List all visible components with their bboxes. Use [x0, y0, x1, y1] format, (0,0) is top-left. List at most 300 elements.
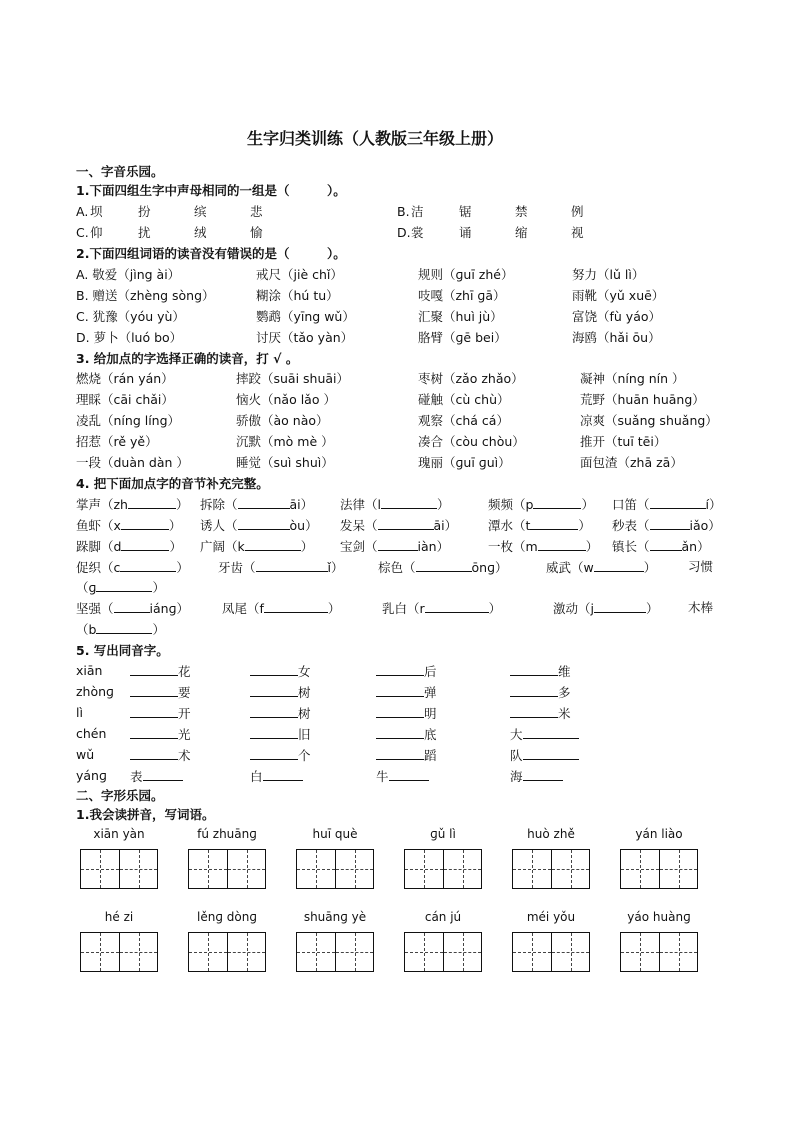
q2-word-item: 汇聚（huì jù） [418, 309, 503, 324]
tianzige-cell[interactable] [119, 850, 157, 888]
q4-word-prefix: （ɡ [76, 580, 97, 595]
q4-answer-blank[interactable] [120, 558, 176, 572]
q4-word-prefix: 牙齿（ [218, 560, 256, 575]
q3-word-item[interactable]: 恼火（nǎo lǎo ） [236, 392, 336, 407]
q1-option-char: 锯 [459, 204, 472, 219]
q5-char: 牛 [376, 769, 389, 784]
tianzige-cell[interactable] [119, 933, 157, 971]
tianzige-cells[interactable] [512, 932, 590, 972]
q4-fill-item [488, 537, 598, 556]
q4-word-prefix: 诱人（ [200, 518, 238, 533]
q5-fill-item [510, 683, 571, 702]
q4-word-suffix: ） [578, 518, 591, 533]
q4-answer-blank[interactable] [378, 537, 418, 551]
q4-fill-item [76, 578, 165, 597]
q5-fill-item [130, 767, 183, 786]
q5-answer-blank[interactable] [376, 704, 424, 718]
q5-fill-item [250, 683, 311, 702]
q5-answer-blank[interactable] [250, 746, 298, 760]
q5-answer-blank[interactable] [130, 704, 178, 718]
q4-word-prefix: 镇长（ [612, 539, 650, 554]
q4-word-suffix: ） [643, 560, 657, 575]
q5-answer-blank[interactable] [376, 725, 424, 739]
word-grid [512, 910, 590, 972]
pinyin-label: shuānɡ yè [303, 910, 367, 924]
q4-answer-blank[interactable] [378, 516, 434, 530]
q4-word-suffix: ） [169, 539, 182, 554]
q4-fill-item [76, 620, 165, 639]
q5-pinyin: yánɡ [76, 768, 107, 783]
q4-word-prefix: 口笛（ [612, 497, 650, 512]
q5-answer-blank[interactable] [130, 683, 178, 697]
q4-word-suffix: ） [581, 497, 594, 512]
s2-q1-stem: 1.我会读拼音，写词语。 [76, 807, 215, 822]
tianzige-cell[interactable] [405, 933, 443, 971]
pinyin-label: huò zhě [527, 827, 575, 841]
q4-fill-item [340, 495, 450, 514]
q4-fill-item [612, 495, 722, 514]
q1-option-char: 裳 [411, 225, 424, 240]
q5-fill-item [250, 662, 311, 681]
q2-word-item: 戒尺（jiè chǐ） [256, 267, 343, 282]
q4-answer-blank[interactable] [238, 495, 290, 509]
pinyin-label: yán liào [635, 827, 683, 841]
q1-option-label[interactable]: C. [76, 225, 89, 240]
q3-word-item[interactable]: 摔跤（suāi shuāi） [236, 371, 350, 386]
q4-answer-blank[interactable] [594, 599, 646, 613]
tianzige-cell[interactable] [551, 933, 589, 971]
q4-word-suffix: ） [488, 601, 502, 616]
q5-answer-blank[interactable] [143, 767, 183, 781]
q4-word-prefix: 促织（c [76, 560, 121, 575]
q4-word-prefix: 宝剑（ [340, 539, 378, 554]
q3-word-item[interactable]: 面包渣（zhā zā） [580, 455, 683, 470]
tianzige-cells[interactable] [80, 849, 158, 889]
q4-answer-blank[interactable] [530, 516, 578, 530]
tianzige-cell[interactable] [227, 850, 265, 888]
q4-word-prefix: （b [76, 622, 97, 637]
q4-word-suffix: ） [168, 518, 182, 533]
q5-answer-blank[interactable] [510, 662, 558, 676]
q4-fill-item [612, 537, 710, 556]
q5-fill-item [376, 725, 437, 744]
q4-word-suffix: iánɡ） [149, 601, 190, 616]
q1-option-char: 扰 [138, 225, 151, 240]
q4-fill-item [218, 558, 344, 577]
q1-stem: 1.下面四组生字中声母相同的一组是（ ）。 [76, 183, 346, 198]
q5-char: 明 [424, 706, 437, 721]
q5-char: 蹈 [424, 748, 437, 763]
q1-option-char: 坝 [90, 204, 103, 219]
q4-word-prefix: 鱼虾（x [76, 518, 121, 533]
word-grid [404, 827, 482, 889]
q5-answer-blank[interactable] [510, 683, 558, 697]
q2-word-item: 胳臂（ɡē bei） [418, 330, 507, 345]
q4-answer-blank[interactable] [650, 516, 690, 530]
q1-option-char: 绒 [194, 225, 207, 240]
q2-word-item: C. 犹豫（yóu yù） [76, 309, 185, 324]
q5-char: 旧 [298, 727, 311, 742]
q5-char: 女 [298, 664, 311, 679]
q5-fill-item [510, 704, 571, 723]
tianzige-cell[interactable] [621, 850, 659, 888]
tianzige-cells[interactable] [188, 932, 266, 972]
tianzige-cell[interactable] [443, 850, 481, 888]
q4-word-suffix: iàn） [417, 539, 450, 554]
section2-heading: 二、字形乐园。 [76, 788, 164, 803]
q5-fill-item [130, 662, 191, 681]
q3-word-item[interactable]: 推开（tuī tēi） [580, 434, 667, 449]
q2-word-item: 规则（ɡuī zhé） [418, 267, 514, 282]
q5-char: 花 [178, 664, 191, 679]
q4-word-suffix: āi） [289, 497, 314, 512]
q5-char: 队 [510, 748, 523, 763]
q4-row5-tail: 木棒 [688, 600, 714, 615]
q2-stem: 2.下面四组词语的读音没有错误的是（ ）。 [76, 246, 346, 261]
q3-word-item[interactable]: 凉爽（suǎng shuǎng） [580, 413, 718, 428]
q4-answer-blank[interactable] [650, 537, 682, 551]
q1-option-label[interactable]: A. [76, 204, 89, 219]
q3-word-item[interactable]: 枣树（zǎo zhǎo） [418, 371, 524, 386]
q2-word-item: 鹦鹉（yīng wǔ） [256, 309, 355, 324]
tianzige-cells[interactable] [512, 849, 590, 889]
q5-char: 树 [298, 706, 311, 721]
q5-fill-item [130, 725, 191, 744]
q4-fill-item [200, 537, 313, 556]
q4-word-suffix: ǎn） [681, 539, 710, 554]
page-title: 生字归类训练（人教版三年级上册） [247, 129, 504, 148]
q4-answer-blank[interactable] [96, 578, 152, 592]
q5-fill-item [510, 746, 579, 765]
word-grid [80, 827, 158, 889]
q4-word-prefix: 凤尾（f [222, 601, 264, 616]
q5-fill-item [250, 746, 311, 765]
q5-char: 维 [558, 664, 571, 679]
q5-fill-item [130, 704, 191, 723]
q5-char: 要 [178, 685, 191, 700]
q5-pinyin: chén [76, 726, 107, 741]
q4-word-suffix: ） [300, 539, 314, 554]
q2-word-item: 雨靴（yǔ xuē） [572, 288, 665, 303]
q3-word-item[interactable]: 凝神（níng nín ） [580, 371, 685, 386]
q4-answer-blank[interactable] [238, 516, 290, 530]
tianzige-cell[interactable] [227, 933, 265, 971]
tianzige-cell[interactable] [335, 850, 373, 888]
q5-fill-item [250, 704, 311, 723]
q1-option-char: 仰 [90, 225, 103, 240]
pinyin-label: lěnɡ dònɡ [197, 910, 257, 924]
q4-answer-blank[interactable] [256, 558, 328, 572]
q5-fill-item [130, 746, 191, 765]
pinyin-label: méi yǒu [526, 910, 576, 924]
q5-fill-item [376, 683, 437, 702]
q3-word-item[interactable]: 燃烧（rán yán） [76, 371, 174, 386]
q3-word-item[interactable]: 观察（chá cá） [418, 413, 509, 428]
pinyin-label: cán jú [424, 910, 462, 924]
q5-char: 个 [298, 748, 311, 763]
q3-word-item[interactable]: 招惹（rě yě） [76, 434, 158, 449]
q5-fill-item [510, 725, 579, 744]
q4-word-prefix: 发呆（ [340, 518, 378, 533]
q4-word-prefix: 一枚（m [488, 539, 538, 554]
q4-word-suffix: ） [327, 601, 341, 616]
tianzige-cell[interactable] [659, 933, 697, 971]
q5-char: 海 [510, 769, 523, 784]
q1-option-char: 洁 [411, 204, 424, 219]
q4-fill-item [382, 599, 501, 618]
q1-option-char: 禁 [515, 204, 528, 219]
q5-answer-blank[interactable] [130, 725, 178, 739]
q5-answer-blank[interactable] [376, 746, 424, 760]
section1-heading: 一、字音乐园。 [76, 164, 164, 179]
q4-answer-blank[interactable] [650, 495, 706, 509]
q5-answer-blank[interactable] [376, 662, 424, 676]
tianzige-cells[interactable] [188, 849, 266, 889]
q4-word-suffix: ） [176, 560, 189, 575]
q4-fill-item [76, 558, 189, 577]
q1-option-char: 诵 [459, 225, 472, 240]
q4-stem: 4. 把下面加点字的音节补充完整。 [76, 476, 269, 491]
q4-word-suffix: ǐ） [327, 560, 344, 575]
q4-fill-item [76, 495, 189, 514]
q4-word-suffix: iǎo） [689, 518, 721, 533]
q5-answer-blank[interactable] [250, 725, 298, 739]
q4-answer-blank[interactable] [416, 558, 472, 572]
q4-answer-blank[interactable] [538, 537, 586, 551]
q4-fill-item [200, 495, 313, 514]
q4-answer-blank[interactable] [121, 516, 169, 530]
q2-word-item: 糊涂（hú tu） [256, 288, 339, 303]
q2-word-item: 吱嘎（zhī ɡā） [418, 288, 506, 303]
tianzige-cell[interactable] [513, 850, 551, 888]
q5-answer-blank[interactable] [130, 662, 178, 676]
q5-pinyin: xiān [76, 663, 103, 678]
q5-char: 多 [558, 685, 571, 700]
q4-fill-item [378, 558, 508, 577]
q5-fill-item [250, 725, 311, 744]
q2-word-item: D. 萝卜（luó bo） [76, 330, 183, 345]
q4-word-prefix: 坚强（ [76, 601, 114, 616]
pinyin-label: ɡǔ lì [430, 827, 456, 841]
tianzige-cell[interactable] [659, 850, 697, 888]
pinyin-label: yáo huànɡ [627, 910, 691, 924]
q4-word-prefix: 频频（p [488, 497, 534, 512]
q4-word-prefix: 棕色（ [378, 560, 416, 575]
tianzige-cells[interactable] [296, 849, 374, 889]
q5-fill-item [376, 746, 437, 765]
tianzige-cells[interactable] [404, 849, 482, 889]
word-grid [404, 910, 482, 972]
q5-answer-blank[interactable] [250, 704, 298, 718]
q4-fill-item [488, 495, 594, 514]
tianzige-cells[interactable] [80, 932, 158, 972]
q4-word-suffix: ōnɡ） [471, 560, 508, 575]
q4-answer-blank[interactable] [128, 495, 176, 509]
q5-answer-blank[interactable] [510, 704, 558, 718]
q4-answer-blank[interactable] [114, 599, 150, 613]
q3-word-item[interactable]: 凑合（còu chòu） [418, 434, 525, 449]
q4-fill-item [546, 558, 656, 577]
q1-option-char: 缤 [194, 204, 207, 219]
tianzige-cell[interactable] [81, 850, 119, 888]
q4-answer-blank[interactable] [425, 599, 489, 613]
q5-char: 底 [424, 727, 437, 742]
q1-option-char: 扮 [138, 204, 151, 219]
q3-word-item[interactable]: 沉默（mò mè ） [236, 434, 334, 449]
q5-char: 弹 [424, 685, 437, 700]
q4-answer-blank[interactable] [533, 495, 581, 509]
q4-row4-tail: 习惯 [688, 559, 714, 574]
q4-fill-item [76, 599, 189, 618]
q5-answer-blank[interactable] [263, 767, 303, 781]
q5-char: 术 [178, 748, 191, 763]
q2-word-item: B. 赠送（zhèng sòng） [76, 288, 215, 303]
q2-word-item: 努力（lǔ lì） [572, 267, 645, 282]
q5-fill-item [510, 767, 563, 786]
q4-answer-blank[interactable] [264, 599, 328, 613]
pinyin-label: xiān yàn [93, 827, 145, 841]
word-grid [620, 827, 698, 889]
q5-answer-blank[interactable] [389, 767, 429, 781]
q5-answer-blank[interactable] [250, 683, 298, 697]
q5-answer-blank[interactable] [250, 662, 298, 676]
tianzige-cell[interactable] [443, 933, 481, 971]
q4-answer-blank[interactable] [381, 495, 437, 509]
q1-option-char: 愉 [250, 225, 263, 240]
q4-fill-item [340, 537, 449, 556]
tianzige-cell[interactable] [189, 933, 227, 971]
q4-fill-item [553, 599, 659, 618]
q5-char: 表 [130, 769, 143, 784]
tianzige-cells[interactable] [620, 932, 698, 972]
tianzige-cells[interactable] [620, 849, 698, 889]
q5-pinyin: lì [76, 705, 83, 720]
q4-word-suffix: ） [175, 497, 189, 512]
q1-option-label[interactable]: B. [397, 204, 410, 219]
q4-word-prefix: 跺脚（d [76, 539, 122, 554]
q4-answer-blank[interactable] [245, 537, 301, 551]
q4-word-prefix: 广阔（k [200, 539, 245, 554]
q2-word-item: 海鸥（hǎi ōu） [572, 330, 661, 345]
q5-fill-item [376, 767, 429, 786]
tianzige-cell[interactable] [297, 933, 335, 971]
word-grid [80, 910, 158, 972]
q3-word-item[interactable]: 凌乱（níng líng） [76, 413, 181, 428]
q1-option-char: 悲 [250, 204, 263, 219]
q4-fill-item [612, 516, 721, 535]
q4-word-suffix: í） [705, 497, 722, 512]
q4-word-suffix: ） [152, 622, 165, 637]
pinyin-label: huī què [312, 827, 358, 841]
q4-word-suffix: ） [645, 601, 659, 616]
q5-char: 后 [424, 664, 437, 679]
q5-answer-blank[interactable] [376, 683, 424, 697]
q1-option-char: 缩 [515, 225, 528, 240]
tianzige-cell[interactable] [189, 850, 227, 888]
word-grid [188, 910, 266, 972]
pinyin-label: hé zi [104, 910, 134, 924]
tianzige-cell[interactable] [81, 933, 119, 971]
q5-char: 树 [298, 685, 311, 700]
q5-char: 开 [178, 706, 191, 721]
q3-word-item[interactable]: 一段（duàn dàn ） [76, 455, 189, 470]
q4-word-prefix: 拆除（ [200, 497, 238, 512]
word-grid [620, 910, 698, 972]
tianzige-cell[interactable] [297, 850, 335, 888]
q2-word-item: A. 敬爱（jìng ài） [76, 267, 181, 282]
q3-word-item[interactable]: 睡觉（suì shuì） [236, 455, 334, 470]
q4-fill-item [76, 516, 181, 535]
word-grid [296, 910, 374, 972]
tianzige-cell[interactable] [513, 933, 551, 971]
q5-stem: 5. 写出同音字。 [76, 643, 169, 658]
q3-word-item[interactable]: 理睬（cāi chǎi） [76, 392, 174, 407]
tianzige-cell[interactable] [405, 850, 443, 888]
q5-answer-blank[interactable] [523, 767, 563, 781]
tianzige-cell[interactable] [621, 933, 659, 971]
q4-word-prefix: 秒表（ [612, 518, 650, 533]
q3-word-item[interactable]: 碰触（cù chù） [418, 392, 510, 407]
q4-word-prefix: 乳白（r [382, 601, 425, 616]
q4-word-prefix: 法律（l [340, 497, 381, 512]
q4-answer-blank[interactable] [96, 620, 152, 634]
word-grid [296, 827, 374, 889]
q5-answer-blank[interactable] [523, 746, 579, 760]
q4-word-prefix: 激动（j [553, 601, 594, 616]
q1-option-char: 例 [571, 204, 584, 219]
tianzige-cell[interactable] [551, 850, 589, 888]
q4-word-suffix: āi） [433, 518, 458, 533]
tianzige-cells[interactable] [404, 932, 482, 972]
q5-char: 米 [558, 706, 571, 721]
q3-word-item[interactable]: 瑰丽（ɡuī ɡuì） [418, 455, 511, 470]
q5-char: 白 [250, 769, 263, 784]
q5-fill-item [376, 662, 437, 681]
q1-option-label[interactable]: D. [397, 225, 411, 240]
q5-answer-blank[interactable] [523, 725, 579, 739]
q4-word-prefix: 掌声（zh [76, 497, 128, 512]
q4-answer-blank[interactable] [121, 537, 169, 551]
q4-word-suffix: òu） [289, 518, 318, 533]
q4-word-suffix: ） [585, 539, 599, 554]
q5-pinyin: zhònɡ [76, 684, 114, 699]
q3-word-item[interactable]: 荒野（huān huāng） [580, 392, 705, 407]
q4-fill-item [200, 516, 318, 535]
tianzige-cells[interactable] [296, 932, 374, 972]
q5-pinyin: wǔ [76, 747, 95, 762]
q2-word-item: 富饶（fù yáo） [572, 309, 662, 324]
q5-char: 光 [178, 727, 191, 742]
q4-word-suffix: ） [436, 497, 450, 512]
q5-fill-item [510, 662, 571, 681]
q5-fill-item [130, 683, 191, 702]
q4-word-suffix: ） [152, 580, 165, 595]
q4-fill-item [222, 599, 340, 618]
q3-word-item[interactable]: 骄傲（ào nào） [236, 413, 329, 428]
q4-word-prefix: 潭水（t [488, 518, 531, 533]
q4-word-prefix: 威武（w [546, 560, 594, 575]
q3-stem: 3. 给加点的字选择正确的读音，打 √ 。 [76, 351, 299, 366]
tianzige-cell[interactable] [335, 933, 373, 971]
q5-answer-blank[interactable] [130, 746, 178, 760]
q4-fill-item [76, 537, 182, 556]
q4-answer-blank[interactable] [594, 558, 644, 572]
q4-fill-item [488, 516, 591, 535]
q5-fill-item [250, 767, 303, 786]
q1-option-char: 视 [571, 225, 584, 240]
q2-word-item: 讨厌（tǎo yàn） [256, 330, 354, 345]
q5-fill-item [376, 704, 437, 723]
